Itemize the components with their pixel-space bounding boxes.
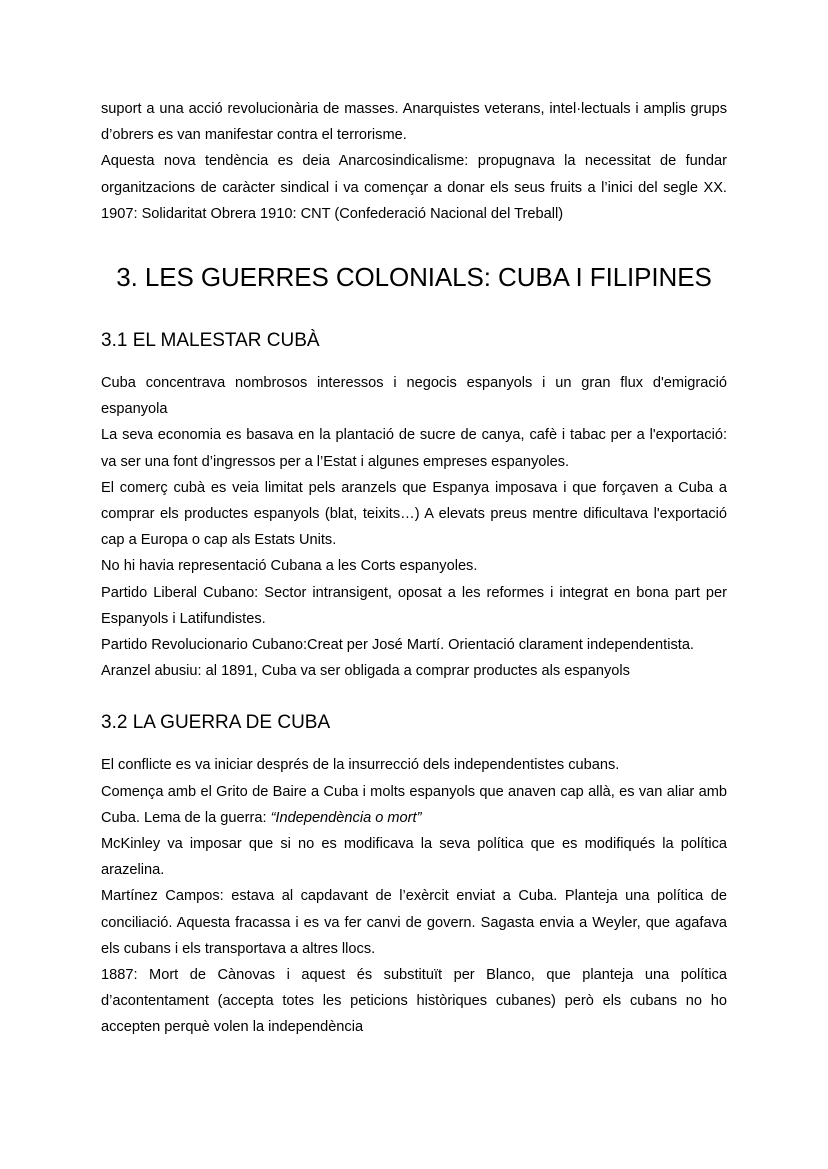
section-3-1-paragraph-6: Partido Revolucionario Cubano:Creat per José Martí. Orientació clarament independentista.: [101, 637, 694, 654]
section-3-1-title: 3.1 EL MALESTAR CUBÀ: [101, 330, 320, 352]
section-3-2-title: 3.2 LA GUERRA DE CUBA: [101, 712, 331, 734]
section-3-2-paragraph-2-text: Comença amb el Grito de Baire a Cuba i molts espanyols que anaven cap allà, es van aliar amb Cuba. Lema de la guerra:: [101, 783, 727, 826]
section-3-1: [101, 329, 727, 684]
section-3-1-paragraph-1: Cuba concentrava nombrosos interessos i negocis espanyols i un gran flux d'emigració espanyola: [101, 375, 727, 418]
section-3-header: [101, 261, 727, 293]
section-3-1-paragraph-4: No hi havia representació Cubana a les Corts espanyoles.: [101, 558, 478, 575]
section-3-2-paragraph-2: [101, 779, 727, 831]
section-3-2-paragraph-5: 1887: Mort de Cànovas i aquest és substituït per Blanco, que planteja una política d’acontentament (accepta totes les peticions històriques cubanes) però els cubans no ho accepten perquè volen la independència: [101, 967, 727, 1036]
war-motto-quote: “Independència o mort”: [270, 809, 422, 826]
section-3-1-paragraph-3: El comerç cubà es veia limitat pels aranzels que Espanya imposava i que forçaven a Cuba a comprar els productes espanyols (blat, teixits…) A elevats preus mentre dificultava l'exportació cap a Europa o cap als Estats Units.: [101, 479, 727, 549]
intro-paragraph-1: suport a una acció revolucionària de masses. Anarquistes veterans, intel·lectuals i amplis grups d’obrers es van manifestar contra el terrorisme.: [101, 101, 727, 144]
document-body: [101, 96, 727, 1041]
section-3-2-paragraph-1: El conflicte es va iniciar després de la insurrecció dels independentistes cubans.: [101, 757, 620, 774]
section-3-1-paragraph-7: Aranzel abusiu: al 1891, Cuba va ser obligada a comprar productes als espanyols: [101, 663, 630, 680]
section-3-1-paragraph-5: Partido Liberal Cubano: Sector intransigent, oposat a les reformes i integrat en bona part per Espanyols i Latifundistes.: [101, 584, 727, 627]
section-3-title: 3. LES GUERRES COLONIALS: CUBA I FILIPINES: [116, 262, 712, 293]
intro-paragraph-2: Aquesta nova tendència es deia Anarcosindicalisme: propugnava la necessitat de fundar organitzacions de caràcter sindical i va començar a donar els seus fruits a l’inici del segle XX. 1907: Solidaritat Obrera 1910: CNT (Confederació Nacional del Treball): [101, 153, 727, 222]
section-3-1-paragraph-2: La seva economia es basava en la plantació de sucre de canya, cafè i tabac per a l'exportació: va ser una font d’ingressos per a l’Estat i algunes empreses espanyoles.: [101, 427, 727, 470]
section-3-2-paragraph-4: Martínez Campos: estava al capdavant de l’exèrcit enviat a Cuba. Planteja una política de conciliació. Aquesta fracassa i es va fer canvi de govern. Sagasta envia a Weyler, que agafava els cubans i els transportava a altres llocs.: [101, 888, 727, 957]
section-3-2: [101, 711, 727, 1040]
intro-section: [101, 96, 727, 227]
section-3-2-paragraph-3: McKinley va imposar que si no es modificava la seva política que es modifiqués la política arazelina.: [101, 836, 727, 879]
